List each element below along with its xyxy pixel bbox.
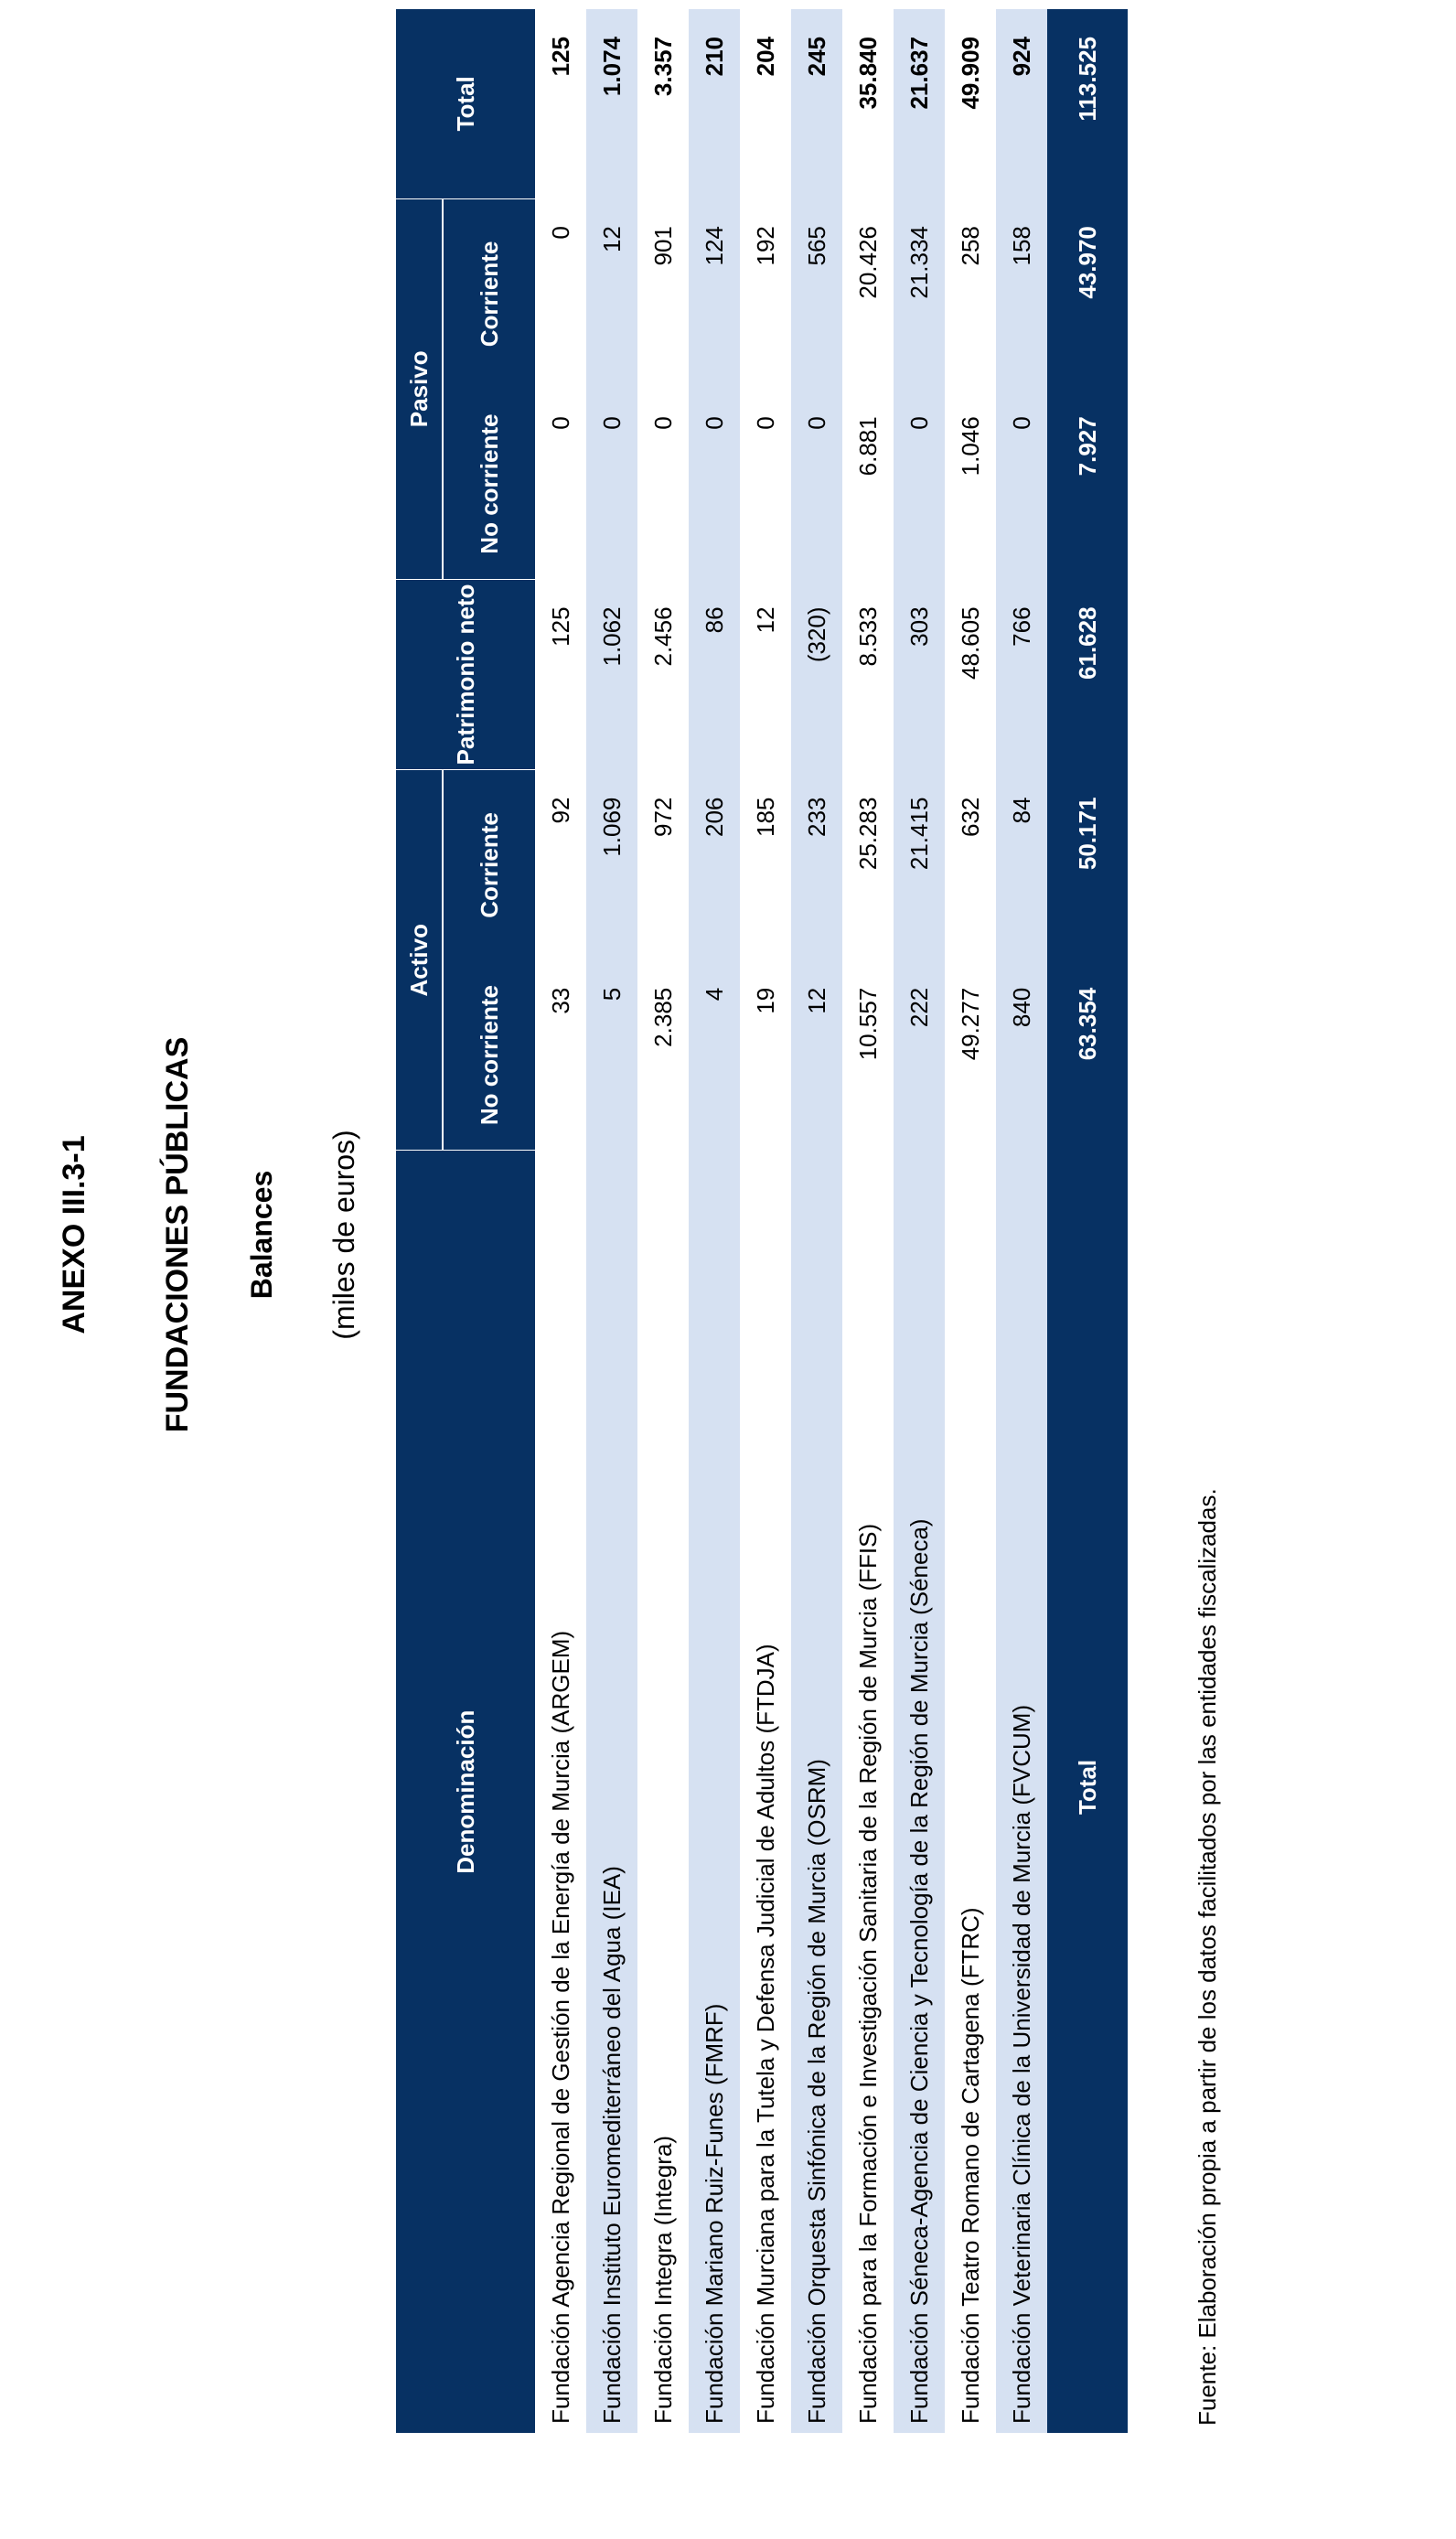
cell-pasivo-no-corriente: 0 [894,389,945,579]
row-name: Fundación Teatro Romano de Cartagena (FTRC) [956,1907,984,2424]
total-pasivo-corriente: 43.970 [1047,198,1128,389]
cell-total: 245 [791,9,842,198]
cell-pasivo-no-corriente: 0 [689,389,740,579]
cell-total: 204 [751,37,779,77]
table-row [894,9,945,2433]
cell-total: 35.840 [853,37,882,110]
cell-pasivo-corriente: 0 [546,226,574,240]
cell-total: 210 [689,9,740,198]
cell-patrimonio-neto: 303 [894,579,945,769]
cell-pasivo-corriente: 901 [648,226,677,266]
table-row [535,9,586,2433]
cell-activo-no-corriente: 33 [546,987,574,1014]
table-row [689,9,740,2433]
row-name: Fundación Séneca-Agencia de Ciencia y Tecnología de la Región de Murcia (Séneca) [894,1151,945,2433]
row-name: Fundación Mariano Ruiz-Funes (FMRF) [689,1151,740,2433]
col-activo-no-corriente: No corriente [443,960,535,1151]
cell-total: 21.637 [894,9,945,198]
cell-activo-corriente: 206 [689,770,740,960]
col-group-activo: Activo [396,770,443,1151]
table-row [791,9,842,2433]
cell-pasivo-no-corriente: 0 [648,416,677,430]
cell-activo-no-corriente: 12 [791,960,842,1151]
cell-patrimonio-neto: 12 [751,606,779,634]
cell-patrimonio-neto: 125 [546,606,574,647]
table-row [996,9,1047,2433]
totals-label: Total [1047,1151,1128,2433]
balances-table [396,9,1128,2433]
table-row [740,9,791,2433]
cell-activo-no-corriente: 10.557 [853,987,882,1061]
cell-patrimonio-neto: (320) [791,579,842,769]
cell-activo-no-corriente: 49.277 [956,987,984,1061]
col-patrimonio-neto: Patrimonio neto [396,579,535,769]
cell-patrimonio-neto: 48.605 [956,606,984,680]
table-row [945,9,996,2433]
table-footer [1047,9,1128,2433]
cell-pasivo-no-corriente: 0 [586,389,637,579]
table-row [586,9,637,2433]
units-note: (miles de euros) [327,1130,360,1340]
cell-pasivo-no-corriente: 0 [996,389,1047,579]
cell-total: 3.357 [648,37,677,97]
cell-pasivo-no-corriente: 1.046 [956,416,984,477]
cell-activo-corriente: 92 [546,797,574,824]
source-note: Fuente: Elaboración propia a partir de los datos facilitados por las entidades fiscalizadas. [1194,1488,1221,2426]
total-pasivo-no-corriente: 7.927 [1047,389,1128,579]
page-subtitle: Balances [245,1170,278,1300]
row-name: Fundación Agencia Regional de Gestión de la Energía de Murcia (ARGEM) [546,1630,574,2424]
table-row [842,9,894,2433]
cell-pasivo-corriente: 565 [791,198,842,389]
col-group-pasivo: Pasivo [396,198,443,579]
cell-total: 924 [996,9,1047,198]
cell-activo-no-corriente: 222 [894,960,945,1151]
cell-total: 49.909 [956,37,984,110]
cell-patrimonio-neto: 86 [689,579,740,769]
cell-activo-no-corriente: 840 [996,960,1047,1151]
row-name: Fundación para la Formación e Investigación Sanitaria de la Región de Murcia (FFIS) [853,1523,882,2424]
cell-total: 125 [546,37,574,77]
cell-pasivo-corriente: 158 [996,198,1047,389]
row-name: Fundación Murciana para la Tutela y Defensa Judicial de Adultos (FTDJA) [751,1644,779,2424]
col-activo-corriente: Corriente [443,770,535,960]
col-pasivo-no-corriente: No corriente [443,389,535,579]
row-name: Fundación Orquesta Sinfónica de la Región de Murcia (OSRM) [791,1151,842,2433]
row-name: Fundación Instituto Euromediterráneo del Agua (IEA) [586,1151,637,2433]
table-header [396,9,535,2433]
cell-activo-corriente: 84 [996,770,1047,960]
cell-activo-no-corriente: 4 [689,960,740,1151]
cell-activo-no-corriente: 2.385 [648,987,677,1047]
cell-activo-corriente: 25.283 [853,797,882,871]
cell-patrimonio-neto: 1.062 [586,579,637,769]
total-patrimonio-neto: 61.628 [1047,579,1128,769]
cell-activo-corriente: 233 [791,770,842,960]
cell-pasivo-corriente: 20.426 [853,226,882,299]
cell-patrimonio-neto: 766 [996,579,1047,769]
cell-activo-corriente: 972 [648,797,677,837]
cell-activo-corriente: 1.069 [586,770,637,960]
cell-pasivo-corriente: 258 [956,226,984,266]
cell-pasivo-no-corriente: 0 [751,416,779,430]
totals-row [1047,9,1128,2433]
page-title: FUNDACIONES PÚBLICAS [160,1036,195,1433]
cell-patrimonio-neto: 2.456 [648,606,677,667]
total-activo-corriente: 50.171 [1047,770,1128,960]
cell-activo-no-corriente: 19 [751,987,779,1014]
col-pasivo-corriente: Corriente [443,198,535,389]
cell-pasivo-no-corriente: 0 [546,416,574,430]
cell-pasivo-no-corriente: 6.881 [853,416,882,477]
total-activo-no-corriente: 63.354 [1047,960,1128,1151]
col-denominacion: Denominación [396,1151,535,2433]
table-body [535,9,1047,2433]
cell-activo-corriente: 632 [956,797,984,837]
row-name: Fundación Integra (Integra) [648,2135,677,2424]
cell-activo-corriente: 185 [751,797,779,837]
col-total: Total [396,9,535,198]
cell-activo-no-corriente: 5 [586,960,637,1151]
annex-title: ANEXO III.3-1 [57,1135,91,1334]
grand-total: 113.525 [1047,9,1128,198]
cell-pasivo-corriente: 21.334 [894,198,945,389]
cell-pasivo-corriente: 192 [751,226,779,266]
cell-activo-corriente: 21.415 [894,770,945,960]
cell-total: 1.074 [586,9,637,198]
cell-pasivo-no-corriente: 0 [791,389,842,579]
table-row [637,9,689,2433]
row-name: Fundación Veterinaria Clínica de la Universidad de Murcia (FVCUM) [996,1151,1047,2433]
cell-patrimonio-neto: 8.533 [853,606,882,667]
cell-pasivo-corriente: 124 [689,198,740,389]
cell-pasivo-corriente: 12 [586,198,637,389]
